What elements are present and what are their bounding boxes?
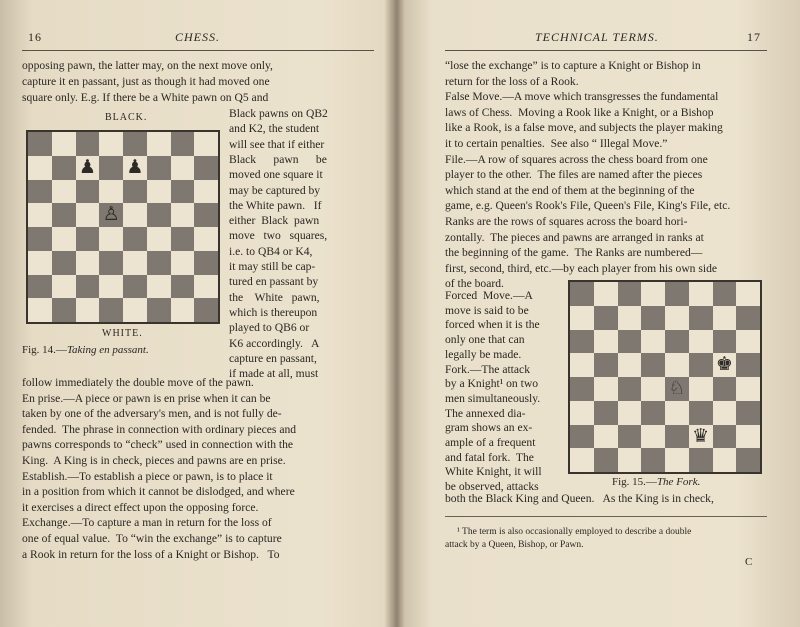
paragraph-line: may be captured by xyxy=(229,183,321,197)
board-square xyxy=(171,227,195,251)
board-square xyxy=(28,156,52,180)
paragraph-line: either Black pawn xyxy=(229,214,320,228)
paragraph-line: which is thereupon xyxy=(229,305,318,319)
board-square xyxy=(123,132,147,156)
board-square xyxy=(76,132,100,156)
board-square xyxy=(713,401,737,425)
board-square xyxy=(736,282,760,306)
board-square xyxy=(641,282,665,306)
board-square xyxy=(76,227,100,251)
paragraph-line: tured en passant by xyxy=(229,275,319,289)
board-square xyxy=(594,306,618,330)
board-square xyxy=(147,227,171,251)
white-knight-icon: ♘ xyxy=(668,377,686,399)
paragraph-line: of the board. xyxy=(445,277,504,291)
board-square xyxy=(123,227,147,251)
paragraph-line: K6 accordingly. A xyxy=(229,336,320,350)
paragraph-line: men simultaneously. xyxy=(445,391,541,405)
board-square xyxy=(689,448,713,472)
paragraph-line: the beginning of the game. The Ranks are numbered— xyxy=(445,246,703,260)
paragraph-line: File.—A row of squares across the chess board from one xyxy=(445,152,708,166)
board-square xyxy=(171,156,195,180)
paragraph-line: first, second, third, etc.—by each player from his own side xyxy=(445,261,718,275)
paragraph-line: it may still be cap- xyxy=(229,260,316,273)
paragraph-line: and K2, the student xyxy=(229,122,320,136)
board-square xyxy=(171,251,195,275)
paragraph-line: both the Black King and Queen. As the King is in check, xyxy=(445,492,714,505)
board-square xyxy=(171,203,195,227)
paragraph-line: gram shows an ex- xyxy=(445,421,533,435)
board-square xyxy=(594,353,618,377)
figure-title: Taking en passant. xyxy=(66,344,149,356)
board-square xyxy=(147,251,171,275)
board-square xyxy=(28,227,52,251)
board-square xyxy=(123,203,147,227)
paragraph-line: fended. The phrase in connection with ordinary pieces and xyxy=(22,422,297,436)
paragraph-line: “lose the exchange” is to capture a Knight or Bishop in xyxy=(445,59,701,72)
board-square xyxy=(689,282,713,306)
paragraph-line: like a Rook, is a false move, and subjects the player making xyxy=(445,121,723,135)
paragraph-line: it to certain penalties. See also “ Illegal Move.” xyxy=(445,137,668,150)
board-square xyxy=(28,132,52,156)
board-square xyxy=(52,132,76,156)
board-square xyxy=(99,156,123,180)
board-square xyxy=(570,282,594,306)
board-square xyxy=(641,401,665,425)
right-page xyxy=(405,0,800,627)
board-square xyxy=(171,180,195,204)
paragraph-line: forced when it is the xyxy=(445,318,540,332)
board-square xyxy=(594,425,618,449)
board-square xyxy=(713,330,737,354)
paragraph-line: laws of Chess. Moving a Rook like a Knight, or a Bishop xyxy=(445,105,714,119)
board-square xyxy=(618,401,642,425)
board-square xyxy=(665,330,689,354)
paragraph-line: zontally. The pieces and pawns are arranged in ranks at xyxy=(445,230,704,244)
signature-mark: C xyxy=(745,556,753,568)
paragraph-line: move is said to be xyxy=(445,303,529,317)
board-square xyxy=(665,448,689,472)
board-square xyxy=(171,132,195,156)
header-rule xyxy=(445,50,767,51)
board-square xyxy=(123,298,147,322)
board-square xyxy=(570,448,594,472)
board-square xyxy=(618,448,642,472)
white-pawn-icon: ♙ xyxy=(102,203,120,226)
board-square xyxy=(99,275,123,299)
board-square xyxy=(689,401,713,425)
board-square xyxy=(594,448,618,472)
board-square xyxy=(736,448,760,472)
paragraph-line: opposing pawn, the latter may, on the next move only, xyxy=(22,59,273,72)
board-square xyxy=(736,377,760,401)
paragraph-line: which stand at the end of them at the beginning of the xyxy=(445,183,695,197)
paragraph-line: return for the loss of a Rook. xyxy=(445,74,579,88)
figure-number: Fig. 14.— xyxy=(22,344,67,356)
board-square xyxy=(171,275,195,299)
paragraph-line: pawns corresponds to “check” used in connection with the xyxy=(22,438,294,452)
board-square xyxy=(570,425,594,449)
board-square xyxy=(123,180,147,204)
board-label-black: BLACK. xyxy=(105,112,148,123)
board-square xyxy=(665,425,689,449)
paragraph-line: capture en passant, xyxy=(229,351,317,365)
paragraph-line: En prise.—A piece or pawn is en prise when it can be xyxy=(22,391,271,405)
paragraph-line: Ranks are the rows of squares across the board hori- xyxy=(445,215,688,228)
paragraph-line: and fatal fork. The xyxy=(445,450,534,464)
board-square xyxy=(641,306,665,330)
board-square xyxy=(76,251,100,275)
paragraph-line: Establish.—To establish a piece or pawn, is to place it xyxy=(22,469,273,483)
footnote: ¹ The term is also occasionally employed to describe a double xyxy=(457,527,692,537)
board-square xyxy=(52,298,76,322)
paragraph-line: in a position from which it cannot be dislodged, and where xyxy=(22,485,295,499)
board-square xyxy=(28,251,52,275)
board-square xyxy=(76,180,100,204)
board-square xyxy=(618,377,642,401)
board-square xyxy=(713,448,737,472)
board-square xyxy=(99,298,123,322)
board-square xyxy=(194,251,218,275)
paragraph-line: the White pawn. If xyxy=(229,198,322,212)
board-square xyxy=(689,330,713,354)
board-square xyxy=(28,180,52,204)
board-square xyxy=(641,425,665,449)
paragraph-line: legally be made. xyxy=(445,347,522,361)
chess-diagram-fig14 xyxy=(26,130,220,324)
paragraph-line: player to the other. The files are named after the pieces xyxy=(445,168,703,182)
board-square xyxy=(76,298,100,322)
board-square xyxy=(52,227,76,251)
black-pawn-icon: ♟ xyxy=(78,155,96,178)
paragraph-line: game, e.g. Queen's Rook's File, Queen's File, King's File, etc. xyxy=(445,199,731,213)
board-square xyxy=(618,282,642,306)
paragraph-line: move two squares, xyxy=(229,229,328,243)
board-square xyxy=(689,306,713,330)
board-square xyxy=(665,401,689,425)
board-square xyxy=(194,227,218,251)
board-label-white: WHITE. xyxy=(102,328,143,339)
board-square xyxy=(689,377,713,401)
board-square xyxy=(713,282,737,306)
board-square xyxy=(52,275,76,299)
board-square xyxy=(594,377,618,401)
board-square xyxy=(76,275,100,299)
board-square xyxy=(570,353,594,377)
board-square xyxy=(570,306,594,330)
board-square xyxy=(641,353,665,377)
board-square xyxy=(570,330,594,354)
board-square xyxy=(52,180,76,204)
board-square xyxy=(28,275,52,299)
board-square xyxy=(76,203,100,227)
page-number: 16 xyxy=(28,30,42,44)
board-square xyxy=(123,251,147,275)
paragraph-line: ample of a frequent xyxy=(445,436,536,449)
board-square xyxy=(736,353,760,377)
board-square xyxy=(147,156,171,180)
paragraph-line: Black pawn be xyxy=(229,152,327,166)
board-square xyxy=(147,203,171,227)
board-square xyxy=(594,330,618,354)
paragraph-line: taken by one of the adversary's men, and is not fully de- xyxy=(22,407,282,421)
paragraph-line: by a Knight¹ on two xyxy=(445,377,538,391)
paragraph-line: King. A King is in check, pieces and pawns are en prise. xyxy=(22,454,286,467)
paragraph-line: only one that can xyxy=(445,333,525,347)
board-square xyxy=(194,203,218,227)
running-head: CHESS. xyxy=(175,30,220,44)
paragraph-line: Black pawns on QB2 xyxy=(229,107,328,120)
board-square xyxy=(618,425,642,449)
paragraph-line: follow immediately the double move of the pawn. xyxy=(22,376,254,389)
board-square xyxy=(594,282,618,306)
board-square xyxy=(194,132,218,156)
paragraph-line: if made at all, must xyxy=(229,367,319,381)
board-square xyxy=(665,282,689,306)
board-square xyxy=(618,353,642,377)
board-square xyxy=(194,180,218,204)
paragraph-line: one of equal value. To “win the exchange” is to capture xyxy=(22,532,282,545)
paragraph-line: White Knight, it will xyxy=(445,465,542,479)
paragraph-line: it exercises a direct effect upon the opposing force. xyxy=(22,500,259,514)
paragraph-line: be observed, attacks xyxy=(445,480,539,494)
running-head: TECHNICAL TERMS. xyxy=(535,30,659,44)
board-square xyxy=(641,377,665,401)
chess-diagram-fig15 xyxy=(568,280,762,474)
board-square xyxy=(99,180,123,204)
board-square xyxy=(665,353,689,377)
figure-title: The Fork. xyxy=(656,476,701,488)
board-square xyxy=(736,425,760,449)
board-square xyxy=(52,156,76,180)
board-square xyxy=(736,330,760,354)
board-square xyxy=(641,448,665,472)
board-square xyxy=(147,275,171,299)
board-square xyxy=(665,306,689,330)
board-square xyxy=(736,306,760,330)
board-square xyxy=(123,275,147,299)
board-square xyxy=(28,298,52,322)
board-square xyxy=(570,401,594,425)
paragraph-line: a Rook in return for the loss of a Knight or Bishop. To xyxy=(22,547,280,561)
board-square xyxy=(99,227,123,251)
board-square xyxy=(28,203,52,227)
board-square xyxy=(52,251,76,275)
figure-number: Fig. 15.— xyxy=(612,476,657,488)
board-square xyxy=(570,377,594,401)
paragraph-line: Exchange.—To capture a man in return for the loss of xyxy=(22,516,272,530)
paragraph-line: Forced Move.—A xyxy=(445,289,533,302)
board-square xyxy=(618,330,642,354)
board-square xyxy=(99,251,123,275)
header-rule xyxy=(22,50,374,51)
black-pawn-icon: ♟ xyxy=(126,155,144,178)
paragraph-line: will see that if either xyxy=(229,137,325,151)
paragraph-line: played to QB6 or xyxy=(229,321,310,335)
black-king-icon: ♚ xyxy=(715,353,733,376)
paragraph-line: the White pawn, xyxy=(229,290,320,304)
board-square xyxy=(713,306,737,330)
board-square xyxy=(713,425,737,449)
board-square xyxy=(713,377,737,401)
left-page xyxy=(0,0,395,627)
paragraph-line: False Move.—A move which transgresses the fundamental xyxy=(445,90,719,104)
paragraph-line: moved one square it xyxy=(229,168,323,182)
paragraph-line: Fork.—The attack xyxy=(445,362,530,376)
board-square xyxy=(641,330,665,354)
figure-caption xyxy=(22,344,149,356)
board-square xyxy=(99,132,123,156)
board-square xyxy=(736,401,760,425)
paragraph-line: square only. E.g. If there be a White pawn on Q5 and xyxy=(22,91,269,104)
board-square xyxy=(618,306,642,330)
footnote: attack by a Queen, Bishop, or Pawn. xyxy=(445,540,584,550)
paragraph-line: i.e. to QB4 or K4, xyxy=(229,244,313,258)
board-square xyxy=(171,298,195,322)
paragraph-line: capture it en passant, just as though it had moved one xyxy=(22,75,270,88)
board-square xyxy=(147,298,171,322)
page-number: 17 xyxy=(747,30,761,44)
board-square xyxy=(594,401,618,425)
board-square xyxy=(194,298,218,322)
board-square xyxy=(147,180,171,204)
black-queen-icon: ♛ xyxy=(692,424,710,447)
board-square xyxy=(194,275,218,299)
paragraph-line: The annexed dia- xyxy=(445,406,526,420)
board-square xyxy=(147,132,171,156)
board-square xyxy=(52,203,76,227)
board-square xyxy=(689,353,713,377)
board-square xyxy=(194,156,218,180)
footnote-rule xyxy=(445,516,767,517)
figure-caption xyxy=(612,476,700,488)
